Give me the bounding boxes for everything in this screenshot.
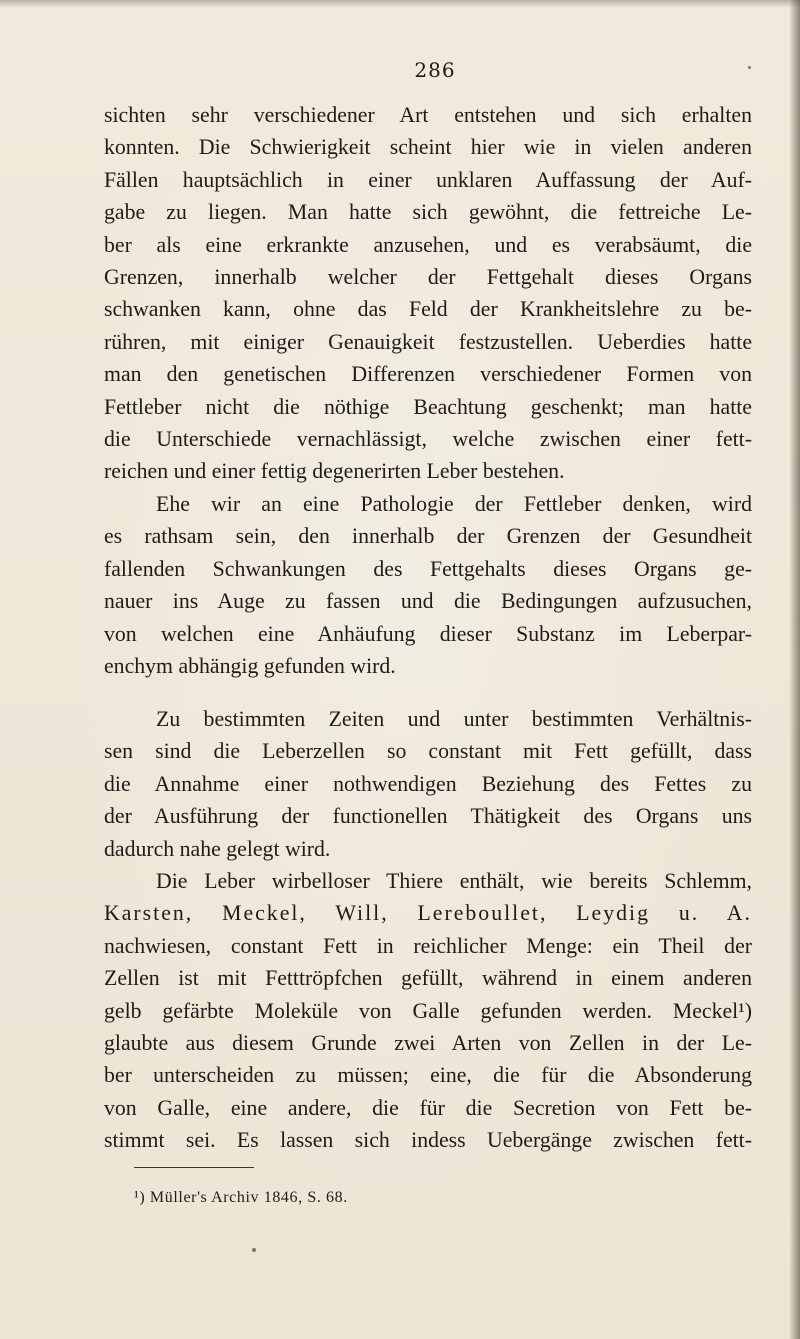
text-line: Karsten, Meckel, Will, Lereboullet, Leydig u. A. bbox=[104, 901, 752, 926]
body-text bbox=[104, 99, 752, 682]
paragraph-2 bbox=[104, 488, 752, 682]
text-line: nauer ins Auge zu fassen und die Bedingungen aufzusuchen, bbox=[104, 589, 752, 614]
text-line: schwanken kann, ohne das Feld der Krankheitslehre zu be- bbox=[104, 297, 752, 322]
paper-speck bbox=[252, 1248, 256, 1252]
text-line: Grenzen, innerhalb welcher der Fettgehalt dieses Organs bbox=[104, 265, 752, 290]
text-line: Zu bestimmten Zeiten und unter bestimmten Verhältnis- bbox=[156, 707, 752, 731]
page-top-edge bbox=[0, 0, 800, 8]
text-line: ber als eine erkrankte anzusehen, und es verabsäumt, die bbox=[104, 232, 752, 257]
footnote-divider bbox=[134, 1167, 254, 1168]
page-right-edge bbox=[790, 0, 800, 1339]
page-number: 286 bbox=[414, 58, 456, 82]
text-line: glaubte aus diesem Grunde zwei Arten von Zellen in der Le- bbox=[104, 1031, 752, 1056]
text-line: gabe zu liegen. Man hatte sich gewöhnt, die fettreiche Le- bbox=[104, 200, 752, 225]
text-line: die Unterschiede vernachlässigt, welche zwischen einer fett- bbox=[104, 427, 752, 452]
text-line: gelb gefärbte Moleküle von Galle gefunden werden. Meckel¹) bbox=[104, 998, 752, 1023]
text-line: nachwiesen, constant Fett in reichlicher Menge: ein Theil der bbox=[104, 933, 752, 958]
text-line: von Galle, eine andere, die für die Secretion von Fett be- bbox=[104, 1095, 752, 1120]
text-line: konnten. Die Schwierigkeit scheint hier wie in vielen anderen bbox=[104, 135, 752, 160]
text-line: sen sind die Leberzellen so constant mit Fett gefüllt, dass bbox=[104, 739, 752, 764]
text-line: die Annahme einer nothwendigen Beziehung des Fettes zu bbox=[104, 771, 752, 796]
text-line: Ehe wir an eine Pathologie der Fettleber denken, wird bbox=[156, 491, 752, 516]
text-line: stimmt sei. Es lassen sich indess Uebergänge zwischen fett- bbox=[104, 1128, 752, 1153]
text-line: es rathsam sein, den innerhalb der Grenzen der Gesundheit bbox=[104, 524, 752, 549]
text-line: ber unterscheiden zu müssen; eine, die für die Absonderung bbox=[104, 1063, 752, 1088]
paragraph-4 bbox=[104, 865, 752, 1157]
text-line: von welchen eine Anhäufung dieser Substanz im Leberpar- bbox=[104, 621, 752, 646]
footnote: ¹) Müller's Archiv 1846, S. 68. bbox=[134, 1189, 348, 1206]
text-line: Fettleber nicht die nöthige Beachtung geschenkt; man hatte bbox=[104, 394, 752, 419]
body-text-continued bbox=[104, 703, 752, 1157]
text-line: Fällen hauptsächlich in einer unklaren Auffassung der Auf- bbox=[104, 167, 752, 192]
text-line: dadurch nahe gelegt wird. bbox=[104, 836, 331, 861]
paragraph-3 bbox=[104, 703, 752, 865]
paragraph-1 bbox=[104, 99, 752, 488]
text-line: Die Leber wirbelloser Thiere enthält, wie bereits Schlemm, bbox=[156, 869, 752, 894]
text-line: enchym abhängig gefunden wird. bbox=[104, 653, 396, 678]
paper-speck bbox=[748, 66, 751, 69]
text-line: man den genetischen Differenzen verschiedener Formen von bbox=[104, 362, 752, 387]
text-line: fallenden Schwankungen des Fettgehalts dieses Organs ge- bbox=[104, 556, 752, 581]
text-line: rühren, mit einiger Genauigkeit festzustellen. Ueberdies hatte bbox=[104, 329, 752, 354]
text-line: sichten sehr verschiedener Art entstehen und sich erhalten bbox=[104, 103, 752, 127]
text-line: reichen und einer fettig degenerirten Leber bestehen. bbox=[104, 459, 565, 484]
text-line: Zellen ist mit Fetttröpfchen gefüllt, während in einem anderen bbox=[104, 966, 752, 991]
text-line: der Ausführung der functionellen Thätigkeit des Organs uns bbox=[104, 804, 752, 829]
